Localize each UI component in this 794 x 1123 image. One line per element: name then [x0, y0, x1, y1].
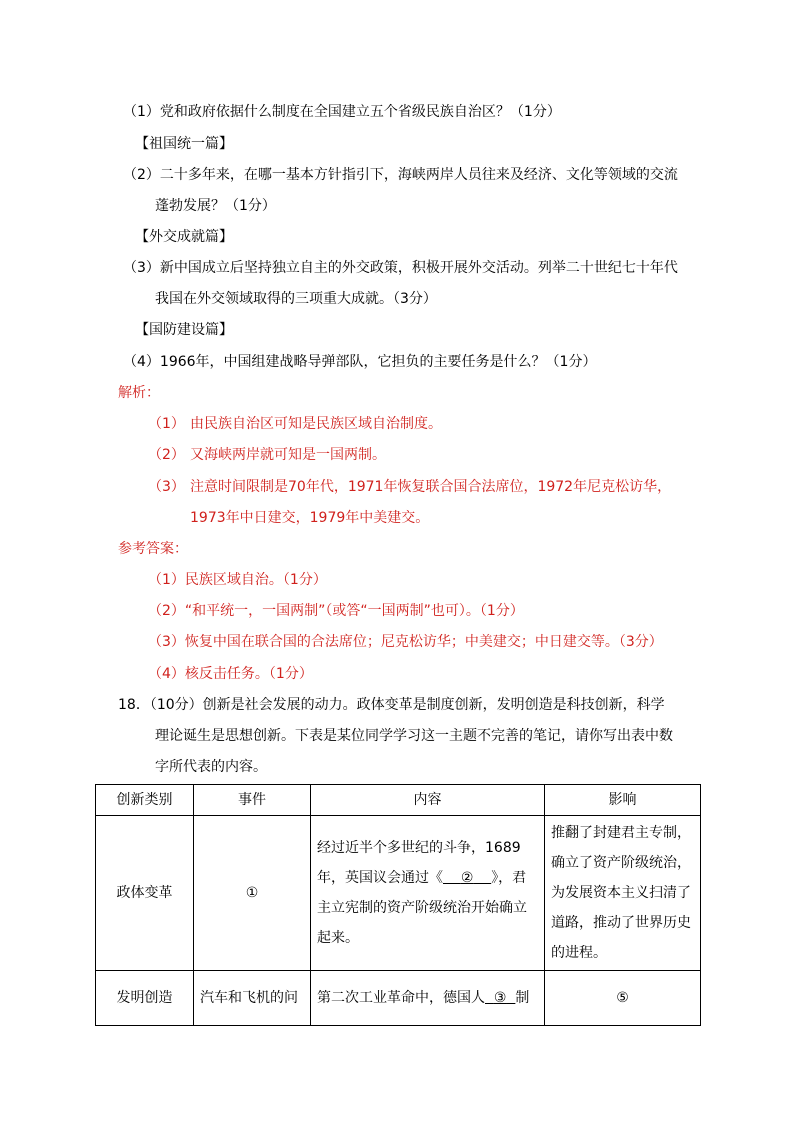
analysis-item-text: 由民族自治区可知是民族区域自治制度。: [190, 416, 442, 432]
row1-impact: 推翻了封建君主专制，确立了资产阶级统治，为发展资本主义扫清了道路，推动了世界历史的进程。: [545, 816, 701, 971]
row1-content-part-b: 》，君主立宪制的资产阶级统治开始确立起来。: [317, 870, 527, 946]
analysis-item-number: （1）: [148, 416, 185, 432]
row2-content: [311, 971, 545, 1026]
question-18-line-3: 字所代表的内容。: [155, 759, 267, 775]
row2-content-part-a: 第二次工业革命中，德国人: [317, 990, 485, 1006]
blank-2-label: ②: [460, 870, 474, 886]
header-impact: 影响: [545, 785, 701, 816]
row1-content-part-a: 经过近半个多世纪的斗争，1689年，英国议会通过《: [317, 840, 521, 886]
analysis-item-2: [148, 445, 386, 465]
answer-3: （3）恢复中国在联合国的合法席位；尼克松访华；中美建交；中日建交等。（3分）: [148, 634, 663, 650]
analysis-item-1: [148, 414, 442, 434]
analysis-item-3: [148, 477, 671, 497]
section-diplomacy: 【外交成就篇】: [135, 229, 233, 245]
answer-1: （1）民族区域自治。（1分）: [148, 572, 327, 588]
blank-3-label: ③: [493, 990, 507, 1006]
question-1: （1）党和政府依据什么制度在全国建立五个省级民族自治区？（1分）: [123, 104, 561, 120]
analysis-item-text: 又海峡两岸就可知是一国两制。: [190, 447, 386, 463]
answer-4: （4）核反击任务。（1分）: [148, 666, 313, 682]
question-4: （4）1966年，中国组建战略导弹部队，它担负的主要任务是什么？（1分）: [123, 354, 597, 370]
analysis-heading: 解析：: [118, 385, 160, 401]
innovation-notes-table: [95, 784, 701, 1026]
answers-heading: 参考答案：: [118, 541, 188, 557]
question-18-line-2: 理论诞生是思想创新。下表是某位同学学习这一主题不完善的笔记，请你写出表中数: [155, 728, 673, 744]
analysis-item-text: 注意时间限制是70年代，1971年恢复联合国合法席位，1972年尼克松访华，: [190, 479, 672, 495]
row2-event: 汽车和飞机的问: [194, 971, 311, 1026]
analysis-item-number: （2）: [148, 447, 185, 463]
row2-impact: ⑤: [545, 971, 701, 1026]
blank-2: [443, 863, 491, 893]
header-event: 事件: [194, 785, 311, 816]
row1-content: [311, 816, 545, 971]
question-18-line-1: 18．（10分）创新是社会发展的动力。政体变革是制度创新，发明创造是科技创新，科学: [118, 697, 665, 713]
section-unification: 【祖国统一篇】: [135, 136, 233, 152]
question-3-line-2: 我国在外交领域取得的三项重大成就。（3分）: [155, 291, 437, 307]
row1-category: 政体变革: [96, 816, 194, 971]
row2-content-part-b: 制: [515, 990, 530, 1006]
analysis-item-3-line-2: 1973年中日建交，1979年中美建交。: [190, 510, 430, 526]
header-category: 创新类别: [96, 785, 194, 816]
table-row: [96, 971, 701, 1026]
table-row: [96, 816, 701, 971]
question-3-line-1: （3）新中国成立后坚持独立自主的外交政策，积极开展外交活动。列举二十世纪七十年代: [123, 260, 678, 276]
header-content: 内容: [311, 785, 545, 816]
section-defense: 【国防建设篇】: [135, 322, 233, 338]
analysis-item-number: （3）: [148, 479, 185, 495]
question-2-line-2: 蓬勃发展？（1分）: [155, 198, 276, 214]
row2-category: 发明创造: [96, 971, 194, 1026]
blank-3: [485, 983, 515, 1013]
answer-2: （2）“和平统一，一国两制”（或答“一国两制”也可）。（1分）: [148, 603, 524, 619]
row1-event: ①: [194, 816, 311, 971]
table-header-row: [96, 785, 701, 816]
question-2-line-1: （2）二十多年来，在哪一基本方针指引下，海峡两岸人员往来及经济、文化等领域的交流: [123, 167, 678, 183]
